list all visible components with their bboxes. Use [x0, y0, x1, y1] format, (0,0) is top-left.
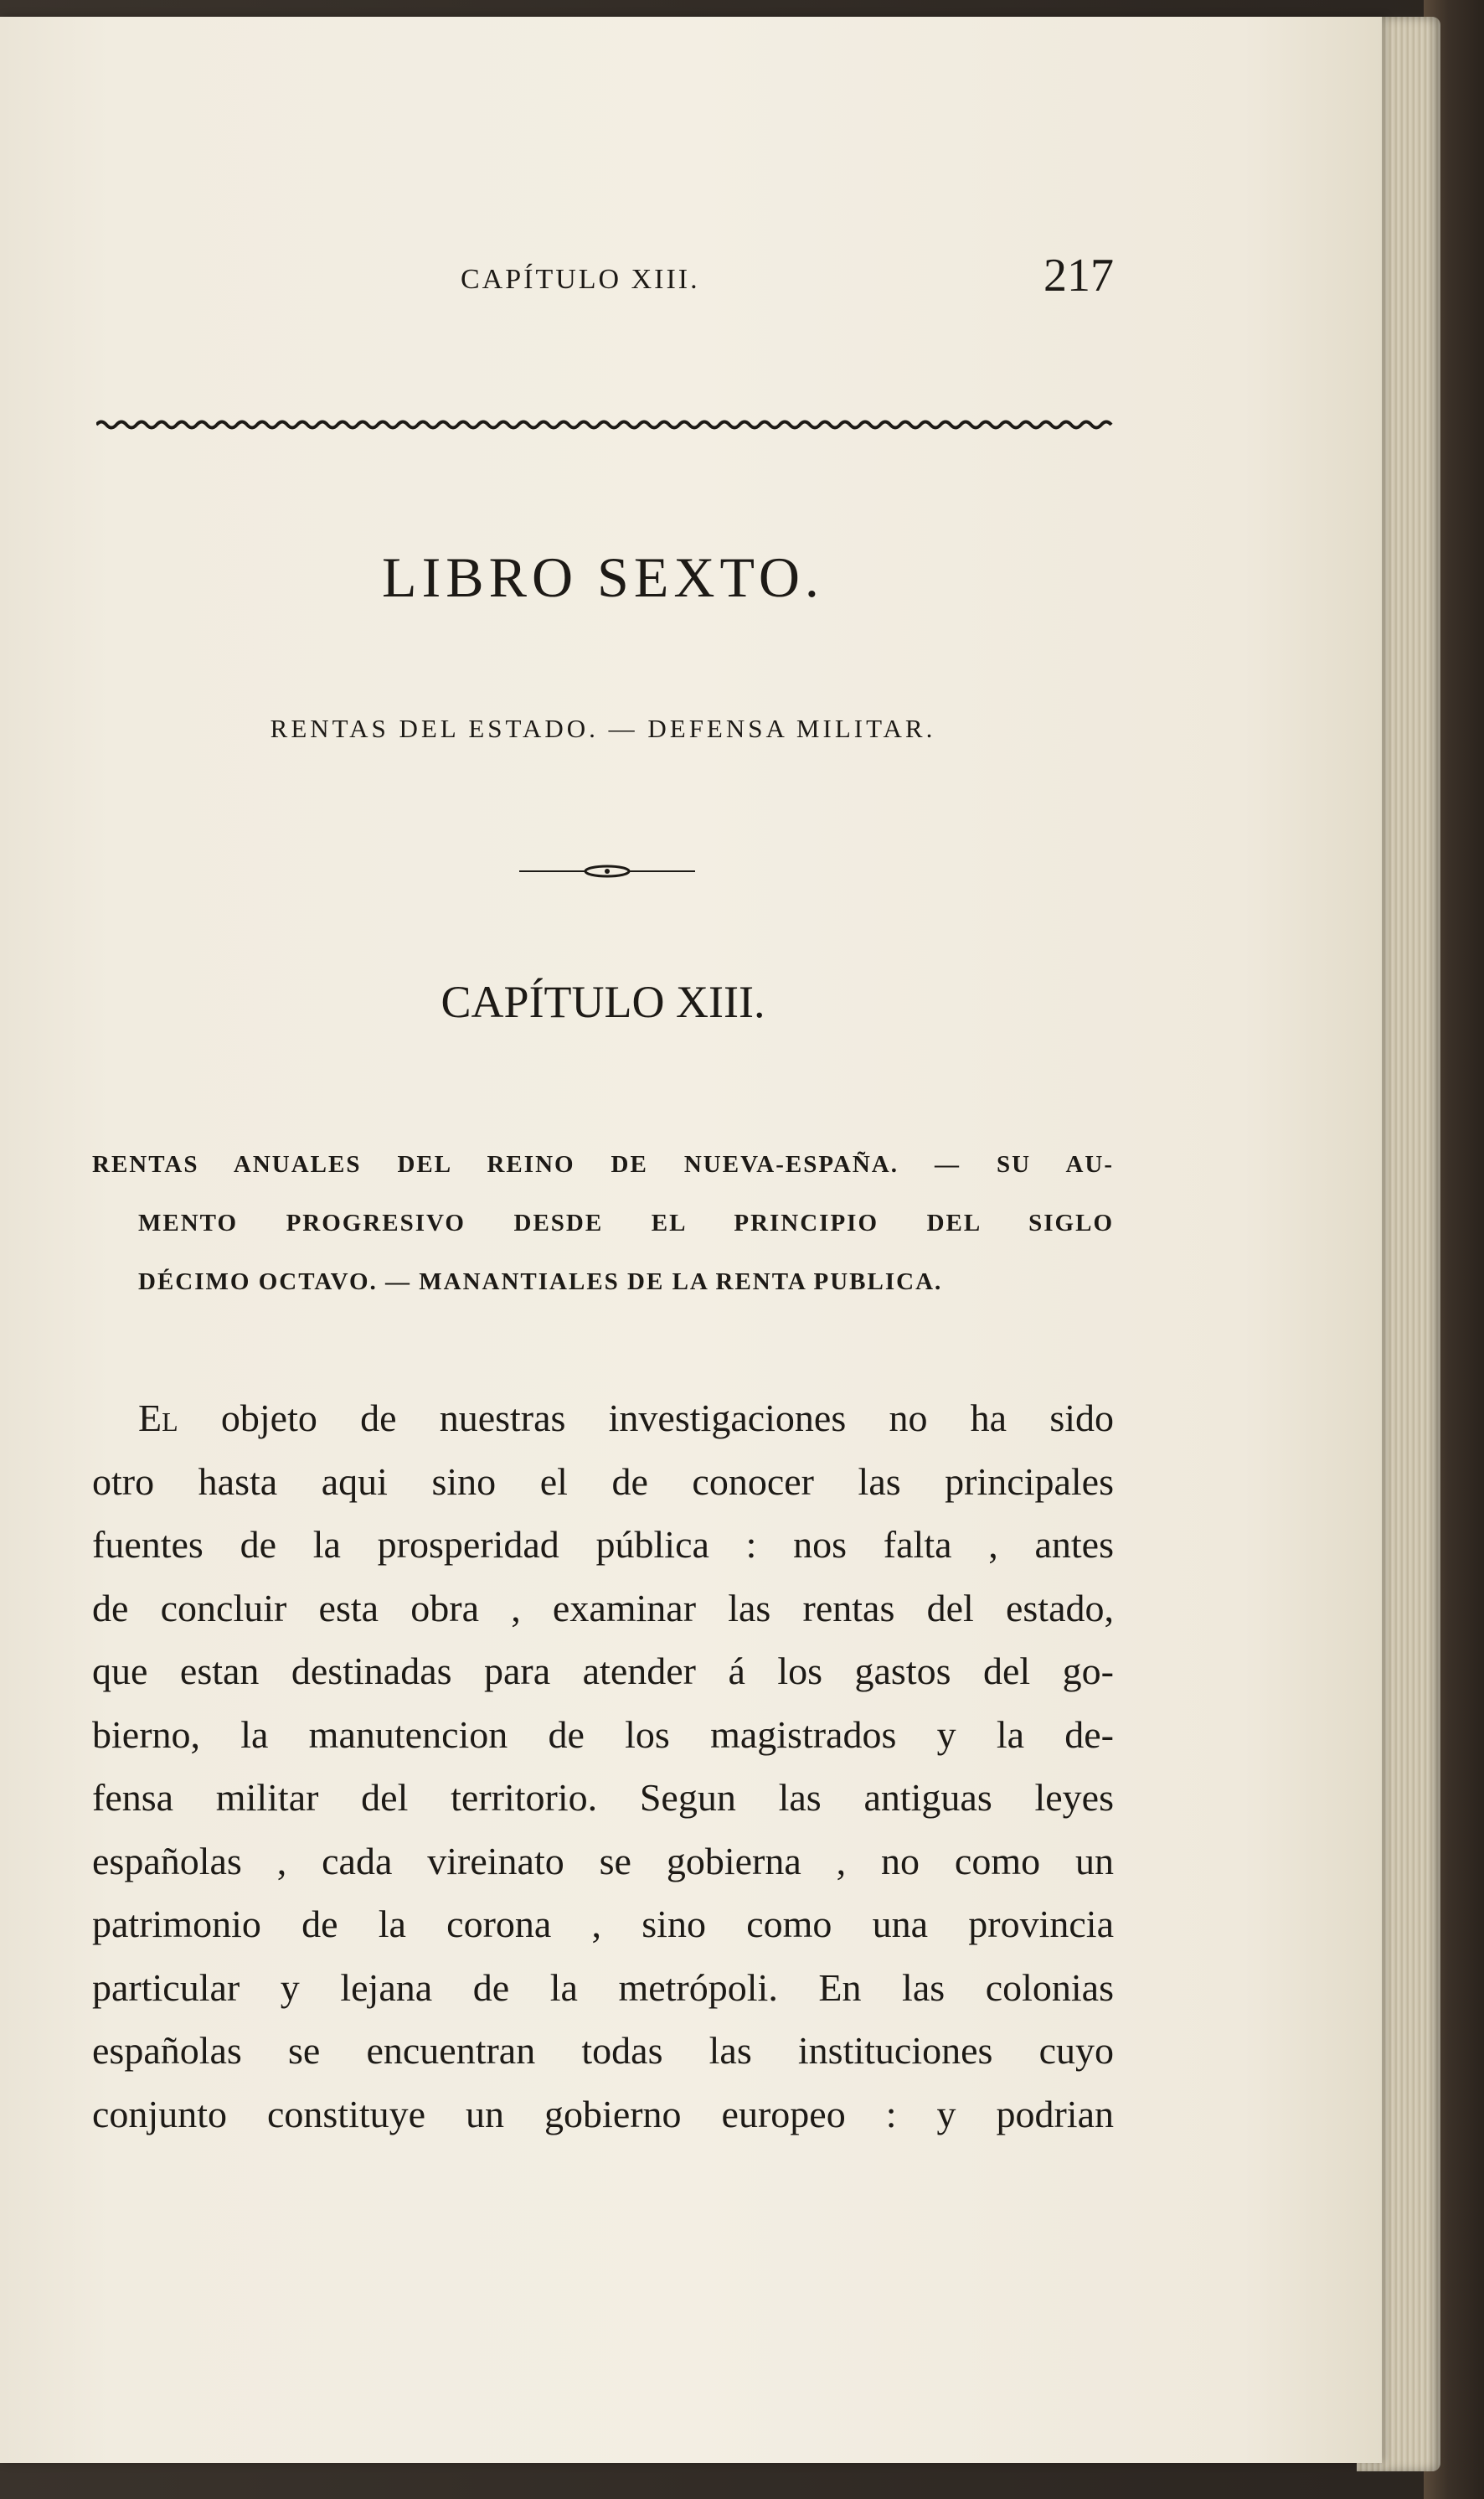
running-head — [92, 230, 1114, 302]
body-line: españolas , cada vireinato se gobierna , no como un — [92, 1839, 1114, 1882]
book-page — [0, 17, 1382, 2463]
body-line: que estan destinadas para atender á los gastos del go- — [92, 1650, 1114, 1692]
body-line — [92, 1386, 1114, 1450]
summary-line: DÉCIMO OCTAVO. — MANANTIALES DE LA RENTA PUBLICA. — [138, 1268, 943, 1295]
body-line: particular y lejana de la metrópoli. En las colonias — [92, 1965, 1114, 2009]
book-title: LIBRO SEXTO. — [382, 545, 824, 609]
body-line: españolas se encuentran todas las instituciones cuyo — [92, 2029, 1114, 2072]
body-paragraph — [92, 1386, 1114, 2145]
wavy-rule-divider — [96, 417, 1114, 432]
ornament-divider — [519, 859, 695, 884]
body-line: patrimonio de la corona , sino como una provincia — [92, 1903, 1114, 1945]
body-line: conjunto constituye un gobierno europeo : y podrian — [92, 2092, 1114, 2135]
summary-line: RENTAS ANUALES DEL REINO DE NUEVA-ESPAÑA. — SU AU- — [92, 1151, 1114, 1178]
book-subtitle: RENTAS DEL ESTADO. — DEFENSA MILITAR. — [270, 714, 936, 743]
summary-line: MENTO PROGRESIVO DESDE EL PRINCIPIO DEL SIGLO — [138, 1210, 1114, 1237]
chapter-summary — [92, 1135, 1114, 1311]
opening-word: El — [138, 1397, 178, 1439]
running-head-title: CAPÍTULO XIII. — [461, 264, 700, 295]
body-line: bierno, la manutencion de los magistrados y la de- — [92, 1712, 1114, 1756]
first-line-text: objeto de nuestras investigaciones no ha sido — [220, 1397, 1114, 1439]
chapter-title: CAPÍTULO XIII. — [441, 977, 765, 1027]
body-line: otro hasta aqui sino el de conocer las principales — [92, 1459, 1114, 1503]
body-line: fensa militar del territorio. Segun las antiguas leyes — [92, 1776, 1114, 1819]
body-line: de concluir esta obra , examinar las rentas del estado, — [92, 1586, 1114, 1629]
body-line: fuentes de la prosperidad pública : nos falta , antes — [92, 1523, 1114, 1566]
page-number: 217 — [1043, 250, 1114, 302]
